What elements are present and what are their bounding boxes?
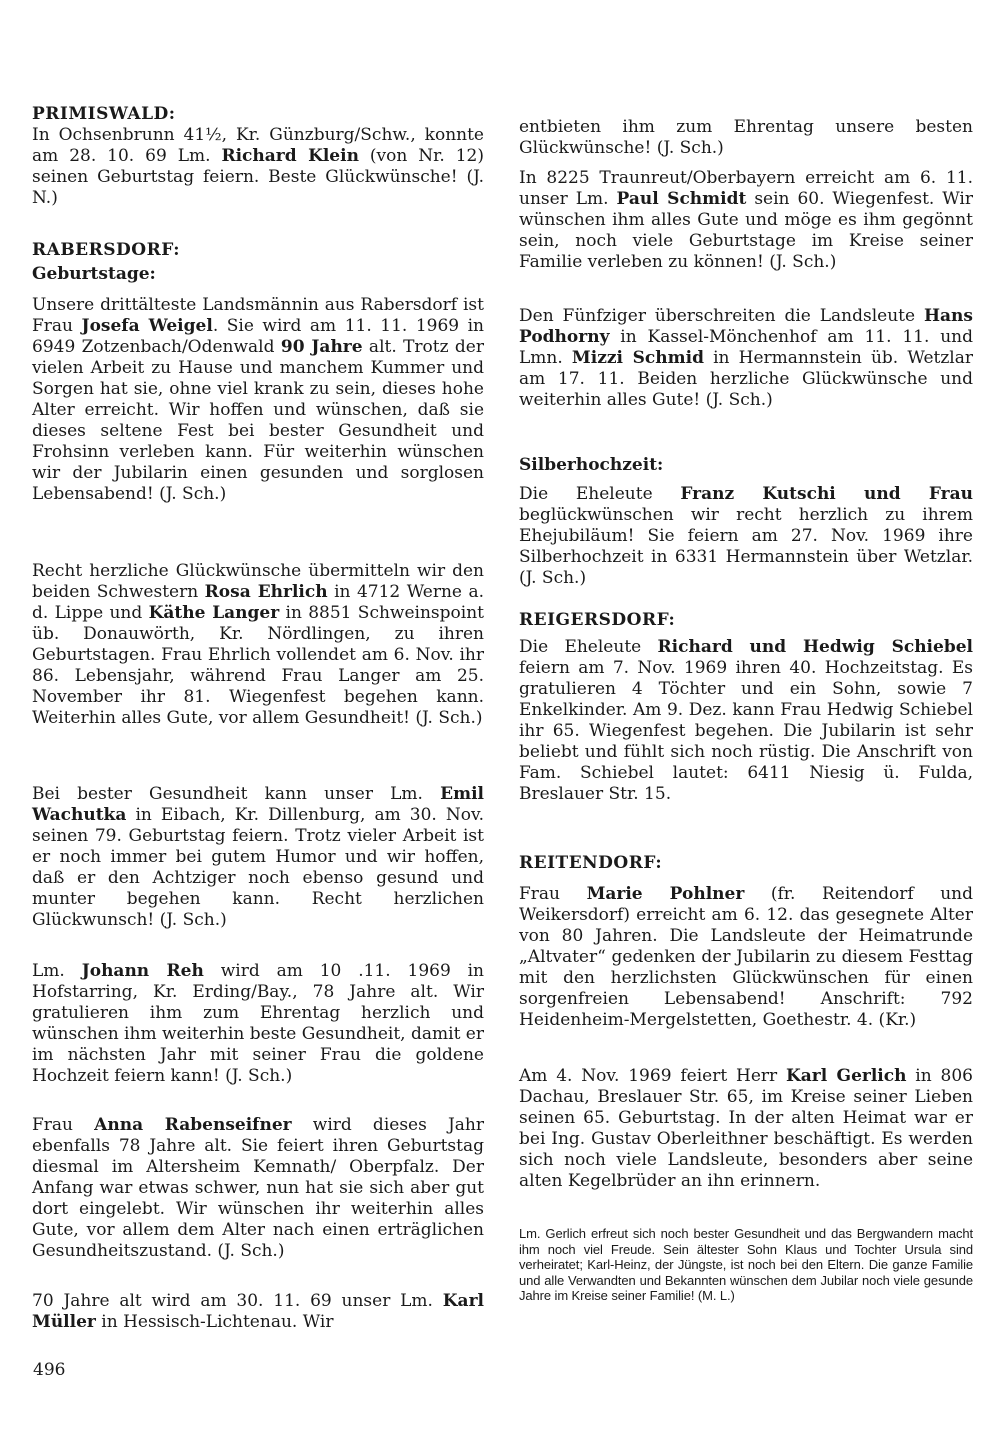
subheading-silberhochzeit: Silberhochzeit: [519,455,664,475]
subheading-geburtstage: Geburtstage: [32,264,156,284]
rabersdorf-paragraph-4: Lm. Johann Reh wird am 10 .11. 1969 in Hofstarring, Kr. Erding/Bay., 78 Jahre alt. Wir gratulieren ihm zum Ehrentag herzlich und wünschen ihm weiterhin beste Gesundheit, damit er im nächsten Jahr mit seiner Frau die goldene Hochzeit feiern kann! (J. Sch.) [32,961,485,1086]
rabersdorf-paragraph-1: Unsere drittälteste Landsmännin aus Rabersdorf ist Frau Josefa Weigel. Sie wird am 11. 11. 1969 in 6949 Zotzenbach/Odenwald 90 Jahre alt. Trotz der vielen Arbeit zu Hause und manchem Kummer und Sorgen hat sie, ohne viel krank zu sein, dieses hohe Alter erreicht. Wir hoffen und wünschen, daß sie dieses seltene Fest bei bester Gesundheit und Frohsinn verleben kann. Für weiterhin wünschen wir der Jubilarin einen gesunden und sorglosen Lebensabend! (J. Sch.) [32,295,484,504]
reitendorf-paragraph-2: Am 4. Nov. 1969 feiert Herr Karl Gerlich in 806 Dachau, Breslauer Str. 65, im Kreise seiner Lieben seinen 65. Geburtstag. In der alten Heimat war er bei Ing. Gustav Oberleithner beschäftigt. Es werden sich noch viele Landsleute, besonders aber seine alten Kegelbrüder an ihn erinnern. [519,1066,973,1191]
rabersdorf-paragraph-3: Bei bester Gesundheit kann unser Lm. Emil Wachutka in Eibach, Kr. Dillenburg, am 30. Nov. seinen 79. Geburtstag feiern. Trotz vieler Arbeit ist er noch immer bei gutem Humor und wir hoffen, daß er den Achtziger noch ebenso gesund und munter begehen kann. Recht herzlichen Glückwunsch! (J. Sch.) [32,784,484,930]
rabersdorf-paragraph-8: Den Fünfziger überschreiten die Landsleute Hans Podhorny in Kassel-Mönchenhof am 11. 11. und Lmn. Mizzi Schmid in Hermannstein üb. Wetzlar am 17. 11. Beiden herzliche Glückwünsche und weiterhin alles Gute! (J. Sch.) [519,306,973,410]
right-column [519,0,973,1432]
rabersdorf-paragraph-2: Recht herzliche Glückwünsche übermitteln wir den beiden Schwestern Rosa Ehrlich in 4712 Werne a. d. Lippe und Käthe Langer in 8851 Schweinspoint üb. Donauwörth, Kr. Nördlingen, zu ihren Geburtstagen. Frau Ehrlich vollendet am 6. Nov. ihr 86. Lebensjahr, während Frau Langer am 25. November ihr 81. Wiegenfest begehen kann. Weiterhin alles Gute, vor allem Gesundheit! (J. Sch.) [32,561,484,728]
primiswald-paragraph-1: In Ochsenbrunn 41½, Kr. Günzburg/Schw., konnte am 28. 10. 69 Lm. Richard Klein (von Nr. 12) seinen Geburtstag feiern. Beste Glückwünsche! (J. N.) [32,125,484,208]
rabersdorf-paragraph-7: In 8225 Traunreut/Oberbayern erreicht am 6. 11. unser Lm. Paul Schmidt sein 60. Wiegenfest. Wir wünschen ihm alles Gute und möge es ihm gegönnt sein, noch viele Geburtstage im Kreise seiner Familie verleben zu können! (J. Sch.) [519,168,973,272]
left-column [32,0,484,1432]
section-heading-rabersdorf: RABERSDORF: [32,240,180,260]
rabersdorf-paragraph-6-start: 70 Jahre alt wird am 30. 11. 69 unser Lm. Karl Müller in Hessisch-Lichtenau. Wir [32,1291,484,1332]
page-number: 496 [33,1360,66,1380]
section-heading-primiswald: PRIMISWALD: [32,104,176,124]
rabersdorf-paragraph-6-continued: entbieten ihm zum Ehrentag unsere besten Glückwünsche! (J. Sch.) [519,117,973,158]
reitendorf-paragraph-3: Lm. Gerlich erfreut sich noch bester Gesundheit und das Bergwandern macht ihm noch viel Freude. Sein ältester Sohn Klaus und Tochter Ursula sind verheiratet; Karl-Heinz, der Jüngste, ist noch bei den Eltern. Die ganze Familie und alle Verwandten und Bekannten wünschen dem Jubilar noch viele gesunde Jahre im Kreise seiner Familie! (M. L.) [519,1226,973,1303]
section-heading-reitendorf: REITENDORF: [519,853,663,873]
rabersdorf-paragraph-5: Frau Anna Rabenseifner wird dieses Jahr ebenfalls 78 Jahre alt. Sie feiert ihren Geburtstag diesmal im Altersheim Kemnath/ Oberpfalz. Der Anfang war etwas schwer, nun hat sie sich aber gut dort eingelebt. Wir wünschen ihr weiterhin alles Gute, vor allem dem Alter nach einen erträglichen Gesundheitszustand. (J. Sch.) [32,1115,484,1261]
section-heading-reigersdorf: REIGERSDORF: [519,610,676,630]
reigersdorf-paragraph-1: Die Eheleute Richard und Hedwig Schiebel feiern am 7. Nov. 1969 ihren 40. Hochzeitstag. Es gratulieren 4 Töchter und ein Sohn, sowie 7 Enkelkinder. Am 9. Dez. kann Frau Hedwig Schiebel ihr 65. Wiegenfest begehen. Die Jubilarin ist sehr beliebt und fühlt sich noch rüstig. Die Anschrift von Fam. Schiebel lautet: 6411 Niesig ü. Fulda, Breslauer Str. 15. [519,637,973,804]
reitendorf-paragraph-1: Frau Marie Pohlner (fr. Reitendorf und Weikersdorf) erreicht am 6. 12. das gesegnete Alter von 80 Jahren. Die Landsleute der Heimatrunde „Altvater“ gedenken der Jubilarin zu diesem Festtag mit den herzlichsten Glückwünschen für einen sorgenfreien Lebensabend! Anschrift: 792 Heidenheim-Mergelstetten, Goethestr. 4. (Kr.) [519,884,973,1030]
rabersdorf-paragraph-9: Die Eheleute Franz Kutschi und Frau beglückwünschen wir recht herzlich zu ihrem Ehejubiläum! Sie feiern am 27. Nov. 1969 ihre Silberhochzeit in 6331 Hermannstein über Wetzlar. (J. Sch.) [519,484,973,588]
